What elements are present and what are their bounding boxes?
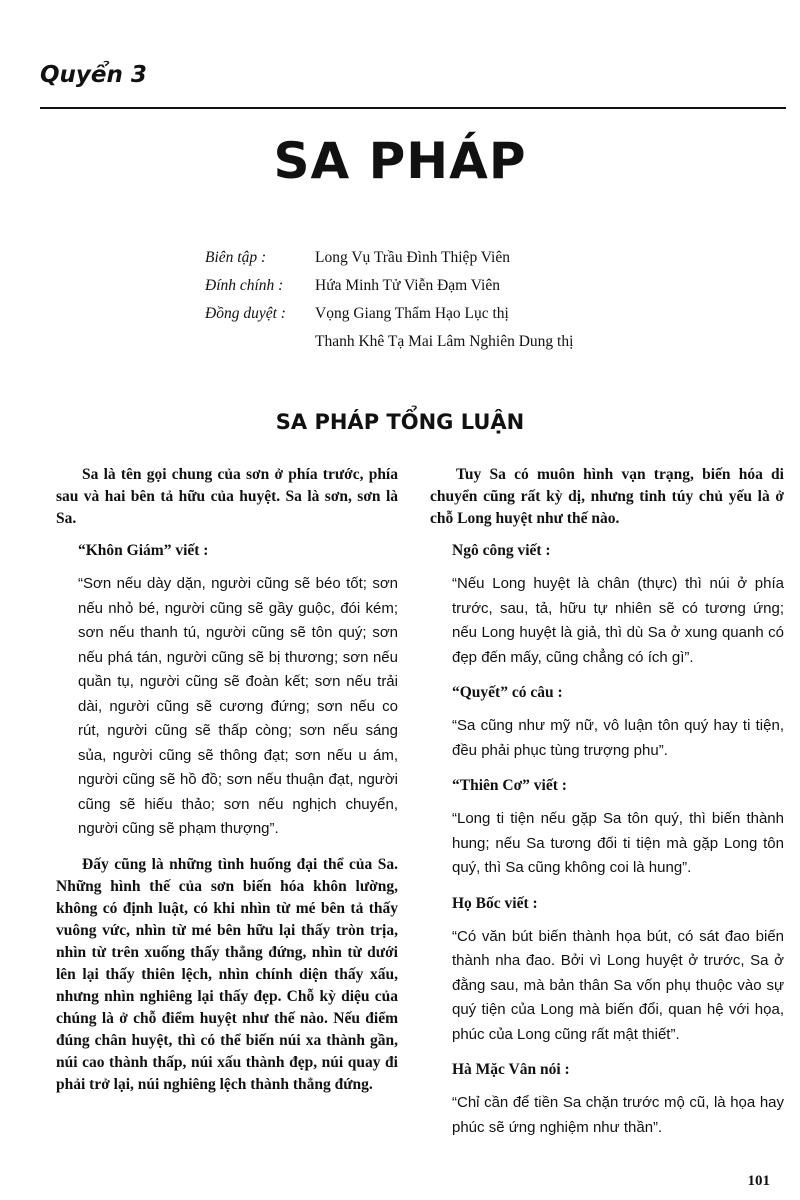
body-paragraph: Đấy cũng là những tình huống đại thể của Sa. Những hình thế của sơn biến hóa khôn lường, không có định luật, có khi nhìn từ mé bên tả thấy vuông vức, nhìn từ mé bên hữu lại thấy tròn trịa, nhìn từ trên xuống thấy thẳng đứng, nhìn từ dưới lên lại thấy thiên lệch, nhìn chính diện thấy xấu, nhưng nhìn nghiêng lại thấy đẹp. Chỗ kỳ diệu của chúng là ở chỗ điểm huyệt như thế nào. Nếu điểm đúng chân huyệt, thì có thể biến núi xa thành gần, núi cao thành thấp, núi xấu thành đẹp, núi quay đi phải trở lại, núi nghiêng lệch thành thẳng đứng.	[56, 855, 398, 1093]
quote-source: “Thiên Cơ” viết :	[452, 777, 567, 794]
credits-block	[205, 244, 765, 356]
quote-source: Hà Mặc Vân nói :	[452, 1061, 570, 1078]
credit-row	[205, 244, 765, 272]
credit-row	[205, 300, 765, 328]
quote-text: “Sơn nếu dày dặn, người cũng sẽ béo tốt; sơn nếu nhỏ bé, người cũng sẽ gầy guộc, đói kém; sơn nếu thanh tú, người cũng sẽ tôn quý; sơn nếu phá tán, người cũng sẽ bị thương; sơn nếu quần tụ, người cũng sẽ đoàn kết; sơn nếu trải dài, người cũng sẽ cương đứng; sơn nếu co rút, người cũng sẽ thấp còng; sơn nếu sáng sủa, người cũng sẽ thông đạt; sơn nếu u ám, người cũng sẽ hồ đồ; sơn nếu thuận đạt, người cũng sẽ hiếu thảo; sơn nếu nghịch chuyển, người cũng sẽ phạm thượng”.	[78, 575, 398, 837]
header-rule	[40, 107, 786, 109]
credit-row	[205, 272, 765, 300]
credit-value: Long Vụ Trầu Đình Thiệp Viên	[315, 249, 510, 266]
quote-source: “Khôn Giám” viết :	[78, 542, 209, 559]
credit-label: Đính chính :	[205, 277, 284, 294]
quote-text: “Nếu Long huyệt là chân (thực) thì núi ở phía trước, sau, tả, hữu tự nhiên sẽ có tương ứng; nếu Long huyệt là giả, thì dù Sa ở xung quanh có đẹp đến mấy, cũng chẳng có ích gì”.	[452, 575, 784, 666]
left-column	[56, 464, 398, 1106]
quote-source: “Quyết” có câu :	[452, 684, 563, 701]
page-number: 101	[747, 1173, 770, 1189]
credit-label: Biên tập :	[205, 249, 267, 266]
credit-row	[205, 328, 765, 356]
credit-value: Vọng Giang Thẩm Hạo Lục thị	[315, 305, 509, 322]
quote-text: “Long ti tiện nếu gặp Sa tôn quý, thì biến thành hung; nếu Sa tương đối ti tiện mà gặp Long tôn quý, thì Sa cũng không coi là hung”.	[452, 810, 784, 876]
page-title: SA PHÁP	[273, 132, 527, 190]
section-title: SA PHÁP TỔNG LUẬN	[275, 410, 525, 434]
credit-value: Hứa Minh Tử Viễn Đạm Viên	[315, 277, 500, 294]
right-column	[430, 464, 784, 1152]
book-label: Quyển 3	[40, 62, 147, 88]
quote-text: “Có văn bút biến thành họa bút, có sát đao biến thành nha đao. Bởi vì Long huyệt ở trước, Sa ở đằng sau, mà bản thân Sa vốn phụ thuộc vào sự quý tiện của Long mà biến đổi, quan hệ với họa, phúc của Long cũng rất mật thiết”.	[452, 927, 784, 1043]
quote-text: “Sa cũng như mỹ nữ, vô luận tôn quý hay ti tiện, đều phải phục tùng trượng phu”.	[452, 717, 784, 759]
body-paragraph: Tuy Sa có muôn hình vạn trạng, biến hóa di chuyển cũng rất kỳ dị, nhưng tinh túy chủ yếu là ở chỗ Long huyệt như thế nào.	[430, 466, 784, 527]
quote-source: Ngô công viết :	[452, 542, 551, 559]
quote-text: “Chỉ cần để tiền Sa chặn trước mộ cũ, là họa hay phúc sẽ ứng nghiệm như thần”.	[452, 1094, 784, 1136]
credit-value: Thanh Khê Tạ Mai Lâm Nghiên Dung thị	[315, 333, 574, 350]
credit-label: Đồng duyệt :	[205, 305, 286, 322]
body-paragraph: Sa là tên gọi chung của sơn ở phía trước, phía sau và hai bên tả hữu của huyệt. Sa là sơn, sơn là Sa.	[56, 466, 398, 527]
quote-source: Họ Bốc viết :	[452, 894, 538, 912]
